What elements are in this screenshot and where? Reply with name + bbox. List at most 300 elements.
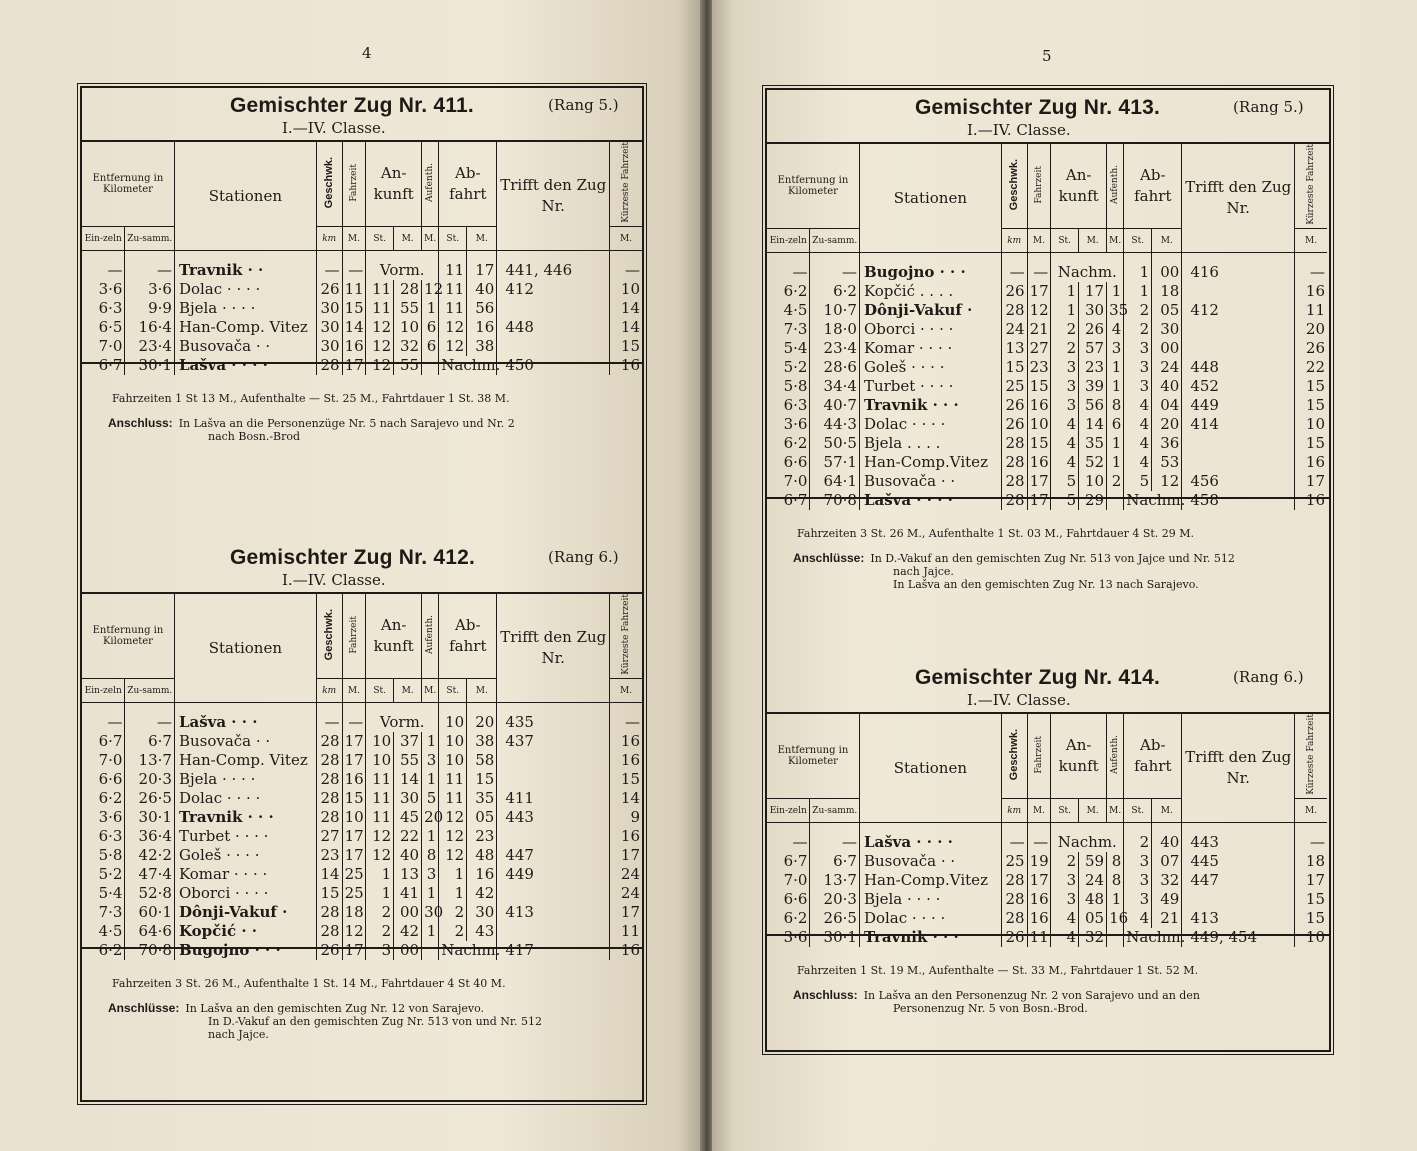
cell-ab-h: Nachm.	[1124, 491, 1182, 510]
cell-trifft: 413	[497, 903, 610, 922]
cell-station: Dônji-Vakuf ·	[174, 903, 316, 922]
cell-an-m: 45	[394, 808, 422, 827]
cell-auf: 3	[422, 865, 439, 884]
cell-an-m: 14	[394, 770, 422, 789]
cell-an-h: 1	[1051, 282, 1079, 301]
cell-zus: 3·6	[125, 280, 174, 299]
cell-gk: 23	[316, 846, 342, 865]
table-row	[767, 472, 1327, 491]
header-ankunft: An-kunft	[1051, 714, 1107, 799]
cell-ab-h: 12	[439, 318, 467, 337]
cell-ein: 5·4	[82, 884, 125, 903]
cell-ab-m: 00	[1152, 253, 1182, 283]
cell-ab-h: 3	[1124, 852, 1152, 871]
cell-zus: 30·1	[810, 928, 859, 947]
anschluss-note	[793, 552, 1313, 591]
cell-zus: 28·6	[810, 358, 859, 377]
cell-zus: 23·4	[125, 337, 174, 356]
cell-auf: 3	[1107, 339, 1124, 358]
cell-station: Bjela · · · ·	[859, 890, 1001, 909]
cell-fz: 17	[1027, 871, 1051, 890]
cell-trifft: 448	[1182, 358, 1295, 377]
cell-auf: 3	[422, 751, 439, 770]
cell-ein: 6·2	[767, 434, 810, 453]
cell-auf: 1	[422, 770, 439, 789]
cell-gk: 26	[1001, 928, 1027, 947]
cell-ein: 7·0	[767, 871, 810, 890]
cell-zus: 10·7	[810, 301, 859, 320]
cell-an-h: 3	[1051, 358, 1079, 377]
cell-ab-h: 10	[439, 751, 467, 770]
cell-ab-m: 21	[1152, 909, 1182, 928]
cell-an-m: 00	[394, 941, 422, 960]
cell-gk: —	[1001, 823, 1027, 853]
cell-fz: 18	[342, 903, 366, 922]
footer-rule	[767, 934, 1329, 936]
cell-kf: 10	[620, 280, 640, 299]
cell-an-h: 1	[366, 884, 394, 903]
cell-ab-h: 2	[1124, 320, 1152, 339]
cell-trifft	[1182, 320, 1295, 339]
table-row	[82, 337, 642, 356]
cell-auf: 35	[1107, 301, 1124, 320]
cell-station: Busovača · ·	[174, 732, 316, 751]
timetable-table	[82, 594, 642, 960]
header-m: M.	[467, 679, 497, 703]
header-st: St.	[1051, 799, 1079, 823]
header-m: M.	[1027, 229, 1051, 253]
cell-trifft: 456	[1182, 472, 1295, 491]
cell-ein: 6·3	[767, 396, 810, 415]
cell-an-m: 32	[1079, 928, 1107, 947]
cell-an-m: 55	[394, 751, 422, 770]
cell-trifft	[1182, 339, 1295, 358]
cell-ab-m: 05	[467, 808, 497, 827]
cell-station: Oborci · · · ·	[859, 320, 1001, 339]
cell-trifft: 449	[497, 865, 610, 884]
cell-ab-m: 58	[467, 751, 497, 770]
cell-an-m: 48	[1079, 890, 1107, 909]
cell-ab-h: 4	[1124, 415, 1152, 434]
cell-station: Busovača · ·	[859, 472, 1001, 491]
anschluss-note	[793, 989, 1313, 1015]
cell-ein: 3·6	[767, 415, 810, 434]
train-rang: (Rang 6.)	[548, 548, 619, 566]
cell-ein: 3·6	[82, 280, 125, 299]
train-title	[230, 94, 474, 118]
header-m: M.	[610, 227, 642, 251]
train-412-section	[82, 540, 642, 1100]
cell-trifft: 437	[497, 732, 610, 751]
table-row	[82, 922, 642, 941]
cell-trifft: 452	[1182, 377, 1295, 396]
cell-trifft: 447	[497, 846, 610, 865]
cell-gk: 28	[316, 732, 342, 751]
anschluss-label: Anschlüsse:	[793, 551, 865, 565]
cell-an-h: 5	[1051, 472, 1079, 491]
cell-an-h: 5	[1051, 491, 1079, 510]
cell-trifft	[497, 884, 610, 903]
header-m: M.	[1295, 229, 1327, 253]
cell-gk: 24	[1001, 320, 1027, 339]
table-row	[82, 884, 642, 903]
cell-kf: 15	[620, 770, 640, 789]
header-abfahrt: Ab-fahrt	[439, 142, 497, 227]
cell-ab-m: 16	[467, 865, 497, 884]
cell-station: Dolac · · · ·	[174, 789, 316, 808]
cell-an-m: 39	[1079, 377, 1107, 396]
train-classe: I.—IV. Classe.	[282, 119, 386, 137]
cell-station: Han-Comp. Vitez	[174, 318, 316, 337]
cell-auf: 12	[422, 280, 439, 299]
cell-auf	[1107, 491, 1124, 510]
cell-trifft: 449, 454	[1182, 928, 1295, 947]
cell-fz: 17	[1027, 472, 1051, 491]
cell-an-m: 55	[394, 299, 422, 318]
table-row	[767, 320, 1327, 339]
cell-ab-m: 40	[1152, 823, 1182, 853]
cell-an-m: 29	[1079, 491, 1107, 510]
cell-fz: 16	[342, 770, 366, 789]
cell-an-h: 4	[1051, 928, 1079, 947]
train-411-section	[82, 88, 642, 536]
cell-ab-m: 56	[467, 299, 497, 318]
cell-zus: 20·3	[810, 890, 859, 909]
cell-ab-h: 11	[439, 770, 467, 789]
cell-ab-h: 12	[439, 846, 467, 865]
header-km-unit: km	[316, 227, 342, 251]
cell-zus: 36·4	[125, 827, 174, 846]
cell-ein: 6·6	[82, 770, 125, 789]
cell-kf: 15	[1305, 909, 1325, 928]
cell-ab-m: 30	[467, 903, 497, 922]
header-trifft: Trifft den Zug Nr.	[497, 142, 610, 251]
header-entfernung: Entfernung in Kilometer	[82, 142, 174, 227]
cell-fz: 23	[1027, 358, 1051, 377]
cell-an-h: 10	[366, 732, 394, 751]
cell-an-h: 4	[1051, 453, 1079, 472]
cell-fz: 21	[1027, 320, 1051, 339]
cell-ab-h: 3	[1124, 377, 1152, 396]
cell-auf: 1	[1107, 282, 1124, 301]
cell-trifft: 435	[497, 703, 610, 733]
anschluss-note	[108, 1002, 628, 1041]
table-row	[767, 358, 1327, 377]
cell-fz: 17	[342, 751, 366, 770]
cell-kf: 20	[1305, 320, 1325, 339]
cell-an-h: 4	[1051, 415, 1079, 434]
footer-rule	[767, 497, 1329, 499]
cell-fz: 10	[1027, 415, 1051, 434]
cell-kf: —	[625, 261, 640, 280]
cell-gk: 15	[316, 884, 342, 903]
cell-ab-m: 38	[467, 337, 497, 356]
header-geschwk-label: Geschwk.	[1007, 158, 1020, 211]
cell-auf: 16	[1107, 909, 1124, 928]
page-number: 4	[362, 44, 372, 62]
cell-trifft	[497, 770, 610, 789]
cell-gk: 28	[1001, 871, 1027, 890]
cell-an-m: 35	[1079, 434, 1107, 453]
train-classe: I.—IV. Classe.	[967, 121, 1071, 139]
cell-trifft: 450	[497, 356, 610, 375]
cell-gk: 26	[1001, 282, 1027, 301]
cell-trifft: 413	[1182, 909, 1295, 928]
train-title	[230, 546, 475, 570]
table-row	[767, 491, 1327, 510]
cell-gk: 28	[1001, 301, 1027, 320]
cell-kf: 10	[1305, 415, 1325, 434]
header-abfahrt: Ab-fahrt	[1124, 714, 1182, 799]
timetable-table	[767, 714, 1327, 947]
table-row	[82, 751, 642, 770]
cell-fz: 17	[342, 827, 366, 846]
cell-zus: 60·1	[125, 903, 174, 922]
cell-an-m: 30	[1079, 301, 1107, 320]
cell-ab-h: 1	[439, 865, 467, 884]
cell-an-h: 3	[366, 941, 394, 960]
cell-an-h: 4	[1051, 909, 1079, 928]
cell-auf: 8	[422, 846, 439, 865]
cell-kf: 15	[620, 337, 640, 356]
train-number: 411.	[433, 94, 474, 117]
cell-kf: 9	[630, 808, 640, 827]
cell-ab-m: 35	[467, 789, 497, 808]
train-classe: I.—IV. Classe.	[282, 571, 386, 589]
cell-an-h: 11	[366, 808, 394, 827]
cell-zus: 26·5	[125, 789, 174, 808]
cell-ab-m: 40	[467, 280, 497, 299]
cell-fz: 16	[1027, 396, 1051, 415]
cell-an-m: 13	[394, 865, 422, 884]
cell-an-h: 11	[366, 280, 394, 299]
cell-ab-m: 16	[467, 318, 497, 337]
fahrzeiten-summary: Fahrzeiten 3 St. 26 M., Aufenthalte 1 St. 14 M., Fahrtdauer 4 St 40 M.	[112, 977, 506, 990]
cell-zus: 34·4	[810, 377, 859, 396]
table-row	[767, 909, 1327, 928]
cell-gk: —	[316, 703, 342, 733]
cell-zus: 50·5	[810, 434, 859, 453]
cell-kf: 16	[1305, 282, 1325, 301]
cell-an-m: 23	[1079, 358, 1107, 377]
cell-auf: 1	[422, 299, 439, 318]
header-aufenth-label: Aufenth.	[1110, 734, 1121, 774]
cell-ein: 6·7	[767, 852, 810, 871]
header-m: M.	[1152, 799, 1182, 823]
table-row	[82, 941, 642, 960]
cell-an-h: 2	[366, 903, 394, 922]
cell-station: Dolac · · · ·	[859, 415, 1001, 434]
cell-ab-m: 15	[467, 770, 497, 789]
fahrzeiten-summary: Fahrzeiten 1 St. 19 M., Aufenthalte — St. 33 M., Fahrtdauer 1 St. 52 M.	[797, 964, 1199, 977]
cell-an-m: 37	[394, 732, 422, 751]
cell-zus: 6·2	[810, 282, 859, 301]
table-row	[767, 396, 1327, 415]
cell-ab-h: 1	[1124, 253, 1152, 283]
cell-kf: 16	[620, 751, 640, 770]
cell-trifft: 441, 446	[497, 251, 610, 281]
header-kuerzeste	[610, 594, 642, 679]
cell-kf: 11	[620, 922, 640, 941]
cell-zus: 52·8	[125, 884, 174, 903]
cell-kf: 14	[620, 299, 640, 318]
cell-fz: —	[342, 703, 366, 733]
cell-trifft: 412	[1182, 301, 1295, 320]
header-aufenth-label: Aufenth.	[425, 162, 436, 202]
cell-an-h: 2	[1051, 852, 1079, 871]
cell-an-h: 4	[1051, 434, 1079, 453]
header-m: M.	[342, 227, 366, 251]
cell-station: Komar · · · ·	[859, 339, 1001, 358]
cell-ab-m: 00	[1152, 339, 1182, 358]
cell-ab-h: 1	[439, 884, 467, 903]
table-row	[767, 928, 1327, 947]
table-row	[767, 890, 1327, 909]
cell-ein: 4·5	[82, 922, 125, 941]
cell-an-h: 10	[366, 751, 394, 770]
cell-ab-h: 4	[1124, 909, 1152, 928]
cell-trifft: 449	[1182, 396, 1295, 415]
table-row	[82, 356, 642, 375]
header-trifft: Trifft den Zug Nr.	[497, 594, 610, 703]
cell-gk: 28	[316, 903, 342, 922]
cell-kf: 10	[1305, 928, 1325, 947]
cell-ab-h: 2	[439, 922, 467, 941]
header-zusamm: Zu-samm.	[810, 229, 859, 253]
cell-gk: 13	[1001, 339, 1027, 358]
cell-an-m: 30	[394, 789, 422, 808]
cell-fz: 17	[342, 732, 366, 751]
header-geschwk-label: Geschwk.	[322, 156, 335, 209]
cell-ein: 6·7	[767, 491, 810, 510]
cell-an-h: 3	[1051, 890, 1079, 909]
table-row	[82, 703, 642, 733]
cell-ab-h: 1	[1124, 282, 1152, 301]
cell-gk: 26	[316, 941, 342, 960]
cell-fz: 16	[1027, 909, 1051, 928]
table-row	[767, 301, 1327, 320]
cell-gk: 28	[316, 808, 342, 827]
cell-zus: 13·7	[810, 871, 859, 890]
header-geschwk	[316, 594, 342, 679]
anschluss-line: In Lašva an die Personenzüge Nr. 5 nach Sarajevo und Nr. 2	[178, 417, 515, 430]
cell-zus: —	[125, 251, 174, 281]
cell-ab-m: 20	[1152, 415, 1182, 434]
cell-an-m: 10	[1079, 472, 1107, 491]
cell-auf: 2	[1107, 472, 1124, 491]
cell-trifft	[497, 827, 610, 846]
header-st: St.	[366, 679, 394, 703]
cell-ab-m: 12	[1152, 472, 1182, 491]
cell-gk: 28	[1001, 909, 1027, 928]
cell-an-m: 22	[394, 827, 422, 846]
header-zusamm: Zu-samm.	[125, 227, 174, 251]
table-row	[767, 339, 1327, 358]
cell-fz: 25	[342, 865, 366, 884]
table-row	[767, 415, 1327, 434]
cell-gk: 28	[316, 789, 342, 808]
cell-ab-h: 12	[439, 827, 467, 846]
cell-station: Kopčić · ·	[174, 922, 316, 941]
cell-ein: 4·5	[767, 301, 810, 320]
header-kuerzeste	[1295, 144, 1327, 229]
table-row	[82, 808, 642, 827]
cell-ab-m: 38	[467, 732, 497, 751]
cell-ab-m: 48	[467, 846, 497, 865]
cell-gk: 26	[1001, 415, 1027, 434]
cell-ab-h: 4	[1124, 434, 1152, 453]
cell-fz: 11	[1027, 928, 1051, 947]
cell-fz: 12	[1027, 301, 1051, 320]
cell-fz: 17	[342, 941, 366, 960]
cell-zus: 18·0	[810, 320, 859, 339]
cell-zus: 23·4	[810, 339, 859, 358]
header-m: M.	[1152, 229, 1182, 253]
cell-station: Lašva · · · ·	[174, 356, 316, 375]
header-km-unit: km	[1001, 229, 1027, 253]
table-row	[767, 852, 1327, 871]
cell-station: Komar · · · ·	[174, 865, 316, 884]
train-title	[915, 666, 1160, 690]
cell-ein: 6·2	[767, 909, 810, 928]
cell-zus: 6·7	[810, 852, 859, 871]
cell-trifft: 443	[497, 808, 610, 827]
cell-gk: 28	[1001, 491, 1027, 510]
cell-ein: 6·5	[82, 318, 125, 337]
table-row	[82, 280, 642, 299]
cell-an-h: 1	[366, 865, 394, 884]
cell-ein: 6·7	[82, 732, 125, 751]
cell-gk: 25	[1001, 852, 1027, 871]
cell-station: Lašva · · ·	[174, 703, 316, 733]
cell-ein: 6·7	[82, 356, 125, 375]
cell-ein: 7·0	[82, 751, 125, 770]
anschluss-line: In D.-Vakuf an den gemischten Zug Nr. 513 von Jajce und Nr. 512	[870, 552, 1235, 565]
anschluss-note	[108, 417, 628, 443]
cell-station: Travnik · ·	[174, 251, 316, 281]
cell-station: Bjela · · · ·	[174, 299, 316, 318]
cell-zus: 42·2	[125, 846, 174, 865]
cell-kf: —	[1310, 263, 1325, 282]
cell-zus: 44·3	[810, 415, 859, 434]
header-st: St.	[1051, 229, 1079, 253]
train-413-section	[767, 90, 1329, 652]
header-einzeln: Ein-zeln	[82, 679, 125, 703]
cell-kf: 15	[1305, 890, 1325, 909]
cell-trifft: 412	[497, 280, 610, 299]
header-trifft: Trifft den Zug Nr.	[1182, 714, 1295, 823]
train-title-text: Gemischter Zug Nr.	[230, 94, 428, 117]
cell-ab-h: 12	[439, 337, 467, 356]
header-m: M.	[467, 227, 497, 251]
footer-rule	[82, 947, 642, 949]
cell-kf: 16	[620, 827, 640, 846]
cell-auf: 20	[422, 808, 439, 827]
cell-ein: 7·3	[82, 903, 125, 922]
page-number: 5	[1042, 47, 1052, 65]
header-m: M.	[1027, 799, 1051, 823]
train-title-text: Gemischter Zug Nr.	[230, 546, 428, 569]
cell-kf: 17	[620, 846, 640, 865]
cell-gk: 26	[1001, 396, 1027, 415]
cell-ein: 3·6	[767, 928, 810, 947]
header-stationen: Stationen	[174, 594, 316, 703]
cell-an-m: 17	[1079, 282, 1107, 301]
cell-station: Oborci · · · ·	[174, 884, 316, 903]
anschluss-line: Personenzug Nr. 5 von Bosn.-Brod.	[893, 1002, 1088, 1015]
cell-an-m: 24	[1079, 871, 1107, 890]
header-kuerzeste	[610, 142, 642, 227]
